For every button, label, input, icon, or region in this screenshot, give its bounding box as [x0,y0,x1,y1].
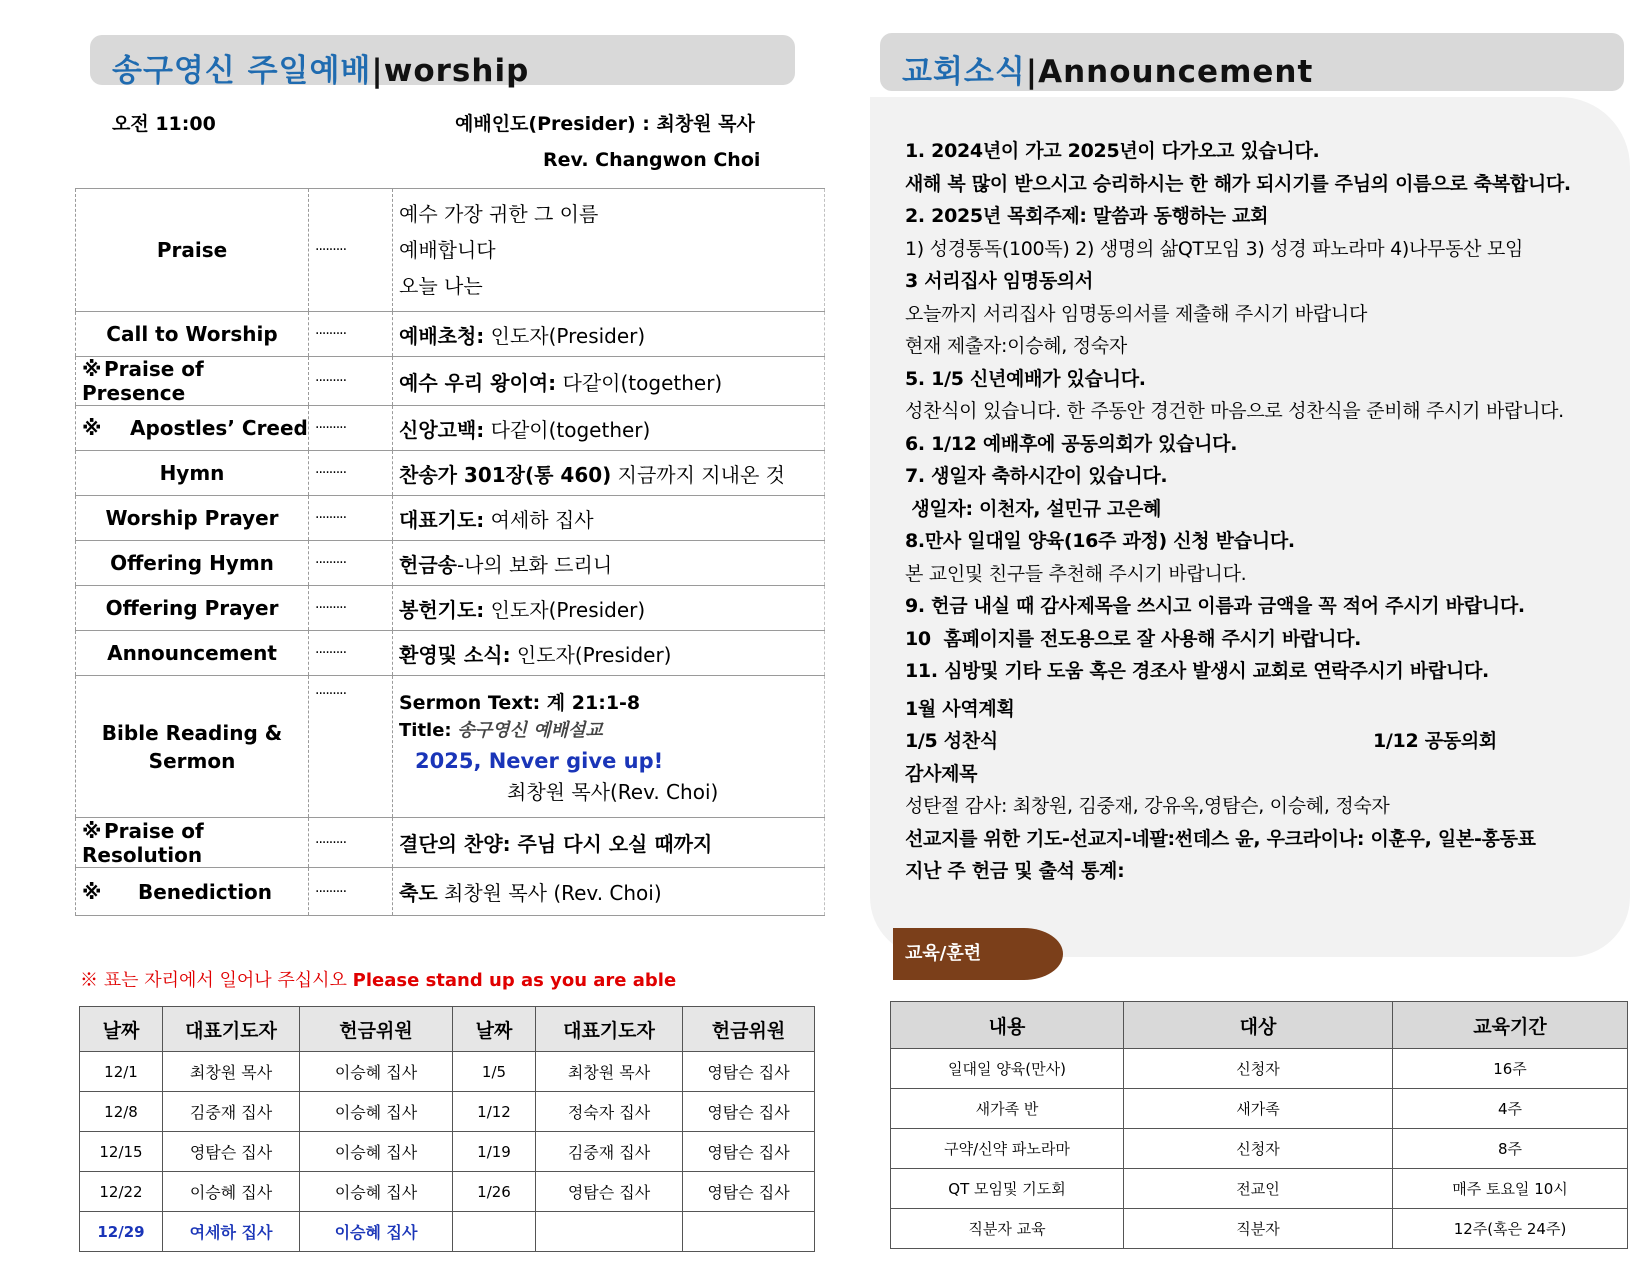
table-cell: 정숙자 집사 [536,1092,683,1132]
dots: ········· [309,676,393,818]
order-row-sermon [76,676,825,818]
order-label: ※ Apostles’ Creed [76,406,309,451]
table-cell: 직분자 교육 [891,1209,1124,1249]
announcement-title: 교회소식|Announcement [902,54,1314,90]
service-time: 오전 11:00 [112,113,216,135]
table-cell: 1/5 [453,1052,536,1092]
sermon-preacher: 최창원 목사(Rev. Choi) [507,779,719,804]
dots: ········· [309,496,393,541]
announcement-line: 성찬식이 있습니다. 한 주동안 경건한 마음으로 성찬식을 준비해 주시기 바랍니다. [905,400,1564,422]
table-row [80,1092,815,1132]
worship-header [90,35,795,89]
dots: ········· [309,818,393,868]
announcement-line: 본 교인및 친구들 추천해 주시기 바랍니다. [905,562,1247,585]
table-cell: 12/15 [80,1132,163,1172]
order-detail: 환영및 소식: 인도자(Presider) [393,631,825,676]
table-cell: 영탐슨 집사 [536,1172,683,1212]
column-header: 대표기도자 [163,1007,300,1052]
announcement-line: 5. 1/5 신년예배가 있습니다. [905,367,1146,390]
announcement-header [880,33,1624,91]
table-cell: 일대일 양육(만사) [891,1049,1124,1089]
order-label: Call to Worship [76,312,309,357]
column-header: 교육기간 [1393,1002,1628,1049]
table-cell [683,1212,815,1252]
education-table [890,1001,1628,1249]
duty-schedule-table [79,1006,815,1252]
announcement-line: 2. 2025년 목회주제: 말씀과 동행하는 교회 [905,205,1269,227]
table-row [891,1049,1628,1089]
table-cell: 12/8 [80,1092,163,1132]
table-header [891,1002,1628,1049]
column-header: 헌금위원 [300,1007,453,1052]
announcement-panel [870,97,1630,957]
table-cell: 이승혜 집사 [163,1172,300,1212]
table-header [80,1007,815,1052]
sermon-title: Title: 송구영신 예배설교 [399,719,603,741]
dots: ········· [309,357,393,406]
order-detail: 예배초청: 인도자(Presider) [393,312,825,357]
order-row-announcement [76,631,825,676]
column-header: 대표기도자 [536,1007,683,1052]
table-cell: QT 모임및 기도회 [891,1169,1124,1209]
table-cell: 12/22 [80,1172,163,1212]
dots: ········· [309,868,393,916]
table-cell: 영탐슨 집사 [683,1132,815,1172]
table-cell: 이승혜 집사 [300,1212,453,1252]
table-row [80,1172,815,1212]
sermon-text: Sermon Text: 계 21:1-8 [399,691,641,714]
table-row [891,1089,1628,1129]
table-cell: 김중재 집사 [163,1092,300,1132]
order-detail: 찬송가 301장(통 460) 지금까지 지내온 것 [393,451,825,496]
order-label: ※ Praise of Resolution [76,818,309,868]
announcement-list [905,135,1625,888]
order-row-praise [76,189,825,312]
order-label: Offering Hymn [76,541,309,586]
song: 예수 가장 귀한 그 이름 [399,202,599,226]
order-detail: 헌금송-나의 보화 드리니 [393,541,825,586]
order-row-offering-prayer [76,586,825,631]
education-tag: 교육/훈련 [893,928,1063,980]
table-cell [536,1212,683,1252]
song: 오늘 나는 [399,274,483,298]
table-cell: 신청자 [1124,1049,1393,1089]
table-cell [453,1212,536,1252]
table-cell: 8주 [1393,1129,1628,1169]
table-cell: 12/29 [80,1212,163,1252]
sermon-motto: 2025, Never give up! [415,748,664,773]
dots: ········· [309,586,393,631]
order-label: Praise [76,189,309,312]
stand-mark: ※ [82,818,102,843]
thanks-line: 지난 주 헌금 및 출석 통계: [905,860,1125,882]
table-cell: 매주 토요일 10시 [1393,1169,1628,1209]
announcement-line: 새해 복 많이 받으시고 승리하시는 한 해가 되시기를 주님의 이름으로 축복합니다. [905,172,1571,195]
announcement-line: 1) 성경통독(100독) 2) 생명의 삶QT모임 3) 성경 파노라마 4)나무동산 모임 [905,237,1524,260]
praise-songs [393,189,825,312]
presider: 예배인도(Presider) : 최창원 목사 [455,113,755,135]
table-cell: 직분자 [1124,1209,1393,1249]
order-label: ※ Praise of Presence [76,357,309,406]
table-cell: 영탐슨 집사 [683,1052,815,1092]
column-header: 날짜 [80,1007,163,1052]
presider-en: Rev. Changwon Choi [543,149,761,171]
order-row-benediction [76,868,825,916]
table-cell: 1/12 [453,1092,536,1132]
table-cell: 이승혜 집사 [300,1052,453,1092]
announcement-line: 현재 제출자:이승혜, 정숙자 [905,335,1127,357]
thanks-line: 성탄절 감사: 최창원, 김중재, 강유옥,영탐슨, 이승혜, 정숙자 [905,795,1390,817]
order-row-prayer [76,496,825,541]
order-row-hymn [76,451,825,496]
order-of-worship [75,188,825,916]
dots: ········· [309,312,393,357]
order-detail: 신앙고백: 다같이(together) [393,406,825,451]
table-row [891,1129,1628,1169]
order-label: Hymn [76,451,309,496]
table-cell: 구약/신약 파노라마 [891,1129,1124,1169]
order-label: Bible Reading & Sermon [76,676,309,818]
dots: ········· [309,406,393,451]
sermon-detail [393,676,825,818]
announcement-line: 생일자: 이천자, 설민규 고은혜 [905,497,1162,520]
table-cell: 이승혜 집사 [300,1132,453,1172]
table-cell: 4주 [1393,1089,1628,1129]
order-label: Announcement [76,631,309,676]
table-cell: 새가족 [1124,1089,1393,1129]
worship-title: 송구영신 주일예배|worship [112,53,530,89]
order-row-presence [76,357,825,406]
table-row [80,1052,815,1092]
table-cell: 신청자 [1124,1129,1393,1169]
announcement-line: 9. 헌금 내실 때 감사제목을 쓰시고 이름과 금액을 꼭 적어 주시기 바랍니다. [905,595,1525,617]
stand-mark: ※ [82,357,102,381]
table-cell: 전교인 [1124,1169,1393,1209]
column-header: 날짜 [453,1007,536,1052]
dots: ········· [309,189,393,312]
announcement-line: 8.만사 일대일 양육(16주 과정) 신청 받습니다. [905,530,1295,552]
order-detail: 봉헌기도: 인도자(Presider) [393,586,825,631]
order-detail: 대표기도: 여세하 집사 [393,496,825,541]
announcement-line: 6. 1/12 예배후에 공동의회가 있습니다. [905,432,1238,455]
table-cell: 김중재 집사 [536,1132,683,1172]
plan-row: 1/5 성찬식 1/12 공동의회 [905,730,1497,752]
table-cell: 영탐슨 집사 [163,1132,300,1172]
thanks-title: 감사제목 [905,762,978,785]
table-cell: 16주 [1393,1049,1628,1089]
dots: ········· [309,451,393,496]
announcement-line: 오늘까지 서리집사 임명동의서를 제출해 주시기 바랍니다 [905,302,1367,325]
table-cell: 여세하 집사 [163,1212,300,1252]
table-row [80,1132,815,1172]
thanks-line: 선교지를 위한 기도-선교지-네팔:썬데스 윤, 우크라이나: 이훈우, 일본-홍동표 [905,827,1536,850]
stand-mark: ※ [82,416,102,440]
order-label: Worship Prayer [76,496,309,541]
order-detail: 축도 최창원 목사 (Rev. Choi) [393,868,825,916]
table-cell: 1/26 [453,1172,536,1212]
plan-title: 1월 사역계획 [905,697,1015,720]
announcement-line: 3 서리집사 임명동의서 [905,270,1094,292]
dots: ········· [309,541,393,586]
song: 예배합니다 [399,238,496,262]
table-cell: 최창원 목사 [163,1052,300,1092]
table-row [891,1169,1628,1209]
order-row-offering-hymn [76,541,825,586]
stand-note: ※ 표는 자리에서 일어나 주십시오 Please stand up as you are able [80,970,677,991]
column-header: 헌금위원 [683,1007,815,1052]
table-cell: 영탐슨 집사 [683,1172,815,1212]
announcement-line: 7. 생일자 축하시간이 있습니다. [905,465,1168,487]
order-row-call [76,312,825,357]
dots: ········· [309,631,393,676]
table-row [891,1209,1628,1249]
order-row-creed [76,406,825,451]
table-cell: 새가족 반 [891,1089,1124,1129]
table-cell: 1/19 [453,1132,536,1172]
table-row-current [80,1212,815,1252]
order-label: Offering Prayer [76,586,309,631]
order-detail: 결단의 찬양: 주님 다시 오실 때까지 [393,818,825,868]
table-cell: 이승혜 집사 [300,1172,453,1212]
order-detail: 예수 우리 왕이여: 다같이(together) [393,357,825,406]
announcement-line: 1. 2024년이 가고 2025년이 다가오고 있습니다. [905,140,1320,162]
table-cell: 12/1 [80,1052,163,1092]
table-cell: 영탐슨 집사 [683,1092,815,1132]
announcement-line: 11. 심방및 기타 도움 혹은 경조사 발생시 교회로 연락주시기 바랍니다. [905,660,1489,682]
announcement-line: 10 홈페이지를 전도용으로 잘 사용해 주시기 바랍니다. [905,627,1362,650]
order-label: ※ Benediction [76,868,309,916]
table-cell: 12주(혹은 24주) [1393,1209,1628,1249]
column-header: 내용 [891,1002,1124,1049]
column-header: 대상 [1124,1002,1393,1049]
stand-mark: ※ [82,879,102,904]
order-row-resolution [76,818,825,868]
table-cell: 이승혜 집사 [300,1092,453,1132]
table-cell: 최창원 목사 [536,1052,683,1092]
